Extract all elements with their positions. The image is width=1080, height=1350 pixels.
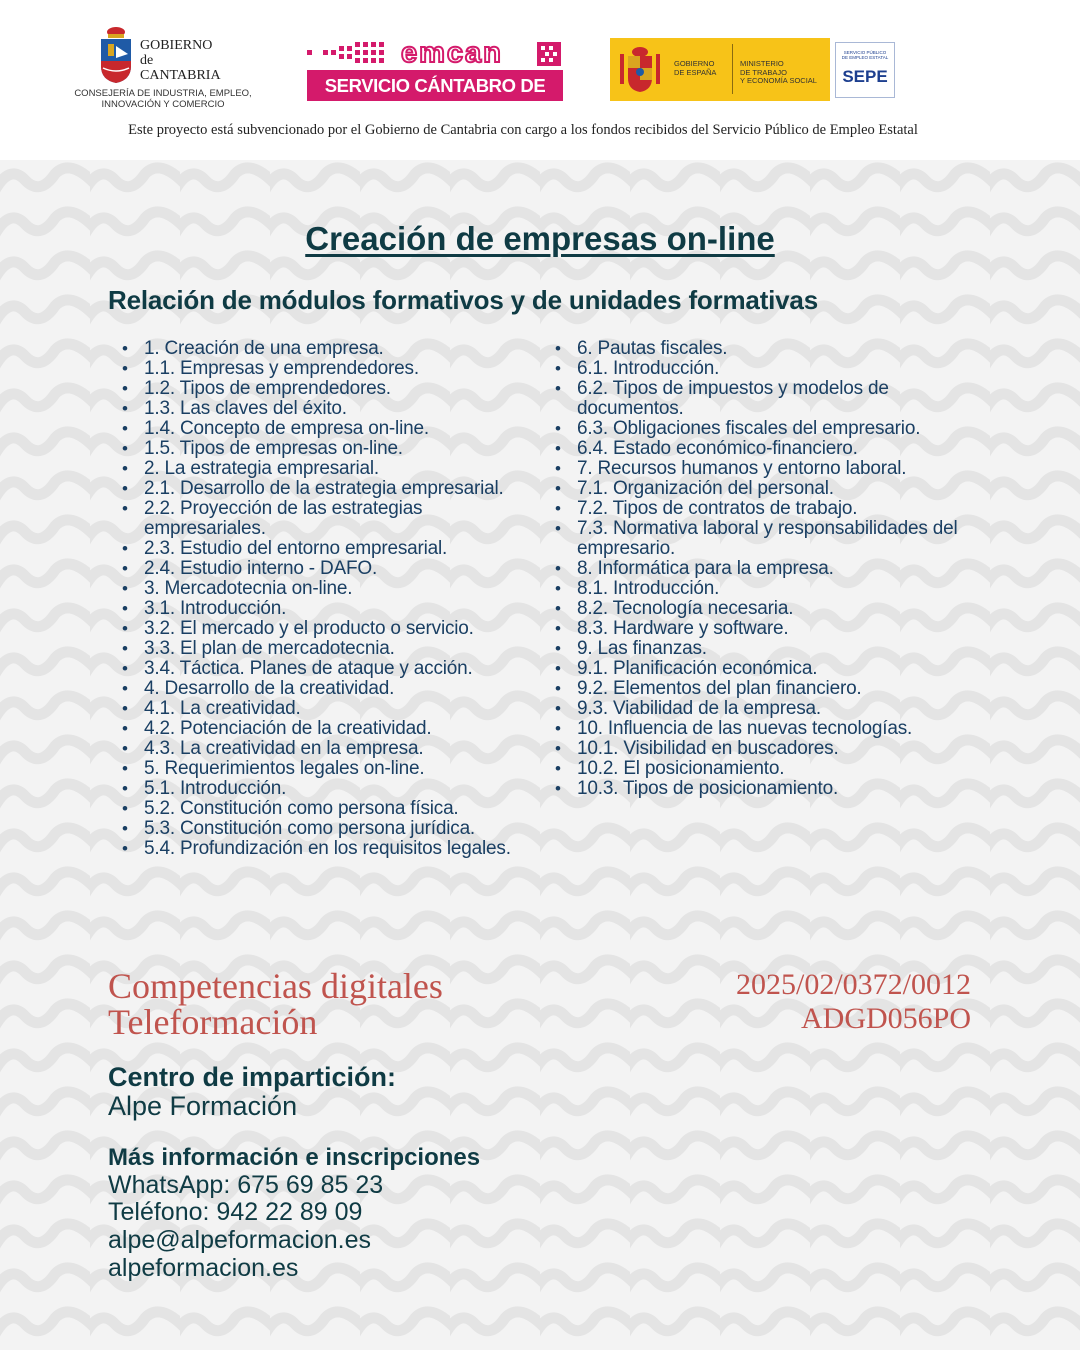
centre-name: Alpe Formación: [108, 1091, 298, 1121]
whatsapp-line: WhatsApp: 675 69 85 23: [108, 1171, 384, 1199]
module-item: • 5.1. Introducción.: [122, 779, 522, 799]
sepe-line: SERVICIO PÚBLICO: [843, 50, 887, 55]
module-item: • 1. Creación de una empresa.: [122, 339, 522, 359]
sepe-subtitle: [838, 50, 892, 60]
module-item: • 9.3. Viabilidad de la empresa.: [555, 699, 975, 719]
module-item: • 2. La estrategia empresarial.: [122, 459, 522, 479]
course-category: Competencias digitales: [108, 966, 443, 1006]
cantabria-logo-line: CANTABRIA: [140, 68, 221, 83]
gobierno-espana-logo: [610, 38, 830, 101]
module-item: • 9. Las finanzas.: [555, 639, 975, 659]
centre-heading: Centro de impartición:: [108, 1062, 397, 1092]
module-item: • 7.1. Organización del personal.: [555, 479, 975, 499]
module-item: • 10.2. El posicionamiento.: [555, 759, 975, 779]
module-item: • 9.2. Elementos del plan financiero.: [555, 679, 975, 699]
module-item: • 1.1. Empresas y emprendedores.: [122, 359, 522, 379]
module-item: • 1.4. Concepto de empresa on-line.: [122, 419, 522, 439]
course-code: ADGD056PO: [800, 1002, 971, 1035]
ministerio-text: [740, 60, 817, 86]
cantabria-logo-line: GOBIERNO: [140, 38, 213, 53]
module-item: • 6.2. Tipos de impuestos y modelos de documentos.: [555, 379, 975, 419]
sepe-acronym: SEPE: [842, 67, 888, 86]
module-item: • 1.3. Las claves del éxito.: [122, 399, 522, 419]
cantabria-logo-line: de: [140, 53, 154, 68]
website-link[interactable]: alpeformacion.es: [108, 1254, 299, 1282]
modules-list-left: [122, 339, 522, 859]
module-item: • 10. Influencia de las nuevas tecnologías.: [555, 719, 975, 739]
phone-line: Teléfono: 942 22 89 09: [108, 1198, 363, 1226]
module-item: • 10.3. Tipos de posicionamiento.: [555, 779, 975, 799]
course-category-block: [108, 968, 443, 1040]
module-item: • 2.3. Estudio del entorno empresarial.: [122, 539, 522, 559]
expedient-code: 2025/02/0372/0012: [735, 968, 971, 1001]
module-item: • 3.1. Introducción.: [122, 599, 522, 619]
module-item: • 4. Desarrollo de la creatividad.: [122, 679, 522, 699]
module-item: • 3.3. El plan de mercadotecnia.: [122, 639, 522, 659]
course-title: Creación de empresas on-line: [305, 220, 775, 257]
module-item: • 3. Mercadotecnia on-line.: [122, 579, 522, 599]
modules-subtitle: Relación de módulos formativos y de unidades formativas: [108, 285, 818, 315]
module-item: • 8.2. Tecnología necesaria.: [555, 599, 975, 619]
module-item: • 5.4. Profundización en los requisitos legales.: [122, 839, 522, 859]
consejeria-line: CONSEJERÍA DE INDUSTRIA, EMPLEO,: [74, 88, 252, 99]
modules-list-right: [555, 339, 975, 799]
gobierno-espana-text: [674, 60, 716, 77]
module-item: • 8.1. Introducción.: [555, 579, 975, 599]
module-item: • 2.4. Estudio interno - DAFO.: [122, 559, 522, 579]
logo-divider: [732, 44, 733, 94]
module-item: • 7.2. Tipos de contratos de trabajo.: [555, 499, 975, 519]
spain-coat-of-arms-icon: [618, 44, 662, 94]
ministerio-line: DE TRABAJO: [740, 67, 787, 77]
emcan-logo: [305, 37, 563, 127]
module-item: • 4.1. La creatividad.: [122, 699, 522, 719]
consejeria-line: INNOVACIÓN Y COMERCIO: [101, 99, 225, 110]
module-item: • 5. Requerimientos legales on-line.: [122, 759, 522, 779]
module-item: • 6.3. Obligaciones fiscales del empresario.: [555, 419, 975, 439]
emcan-band-text: SERVICIO CÁNTABRO DE EMPLEO: [307, 70, 563, 101]
sepe-line: DE EMPLEO ESTATAL: [841, 55, 889, 60]
module-item: • 8.3. Hardware y software.: [555, 619, 975, 639]
ministerio-line: MINISTERIO: [740, 59, 784, 68]
module-item: • 7.3. Normativa laboral y responsabilidades del empresario.: [555, 519, 975, 559]
header: [0, 0, 1080, 160]
module-item: • 5.3. Constitución como persona jurídica.: [122, 819, 522, 839]
cantabria-logo-text: [140, 38, 221, 83]
module-item: • 4.2. Potenciación de la creatividad.: [122, 719, 522, 739]
gobierno-cantabria-logo: [68, 20, 258, 114]
module-item: • 6. Pautas fiscales.: [555, 339, 975, 359]
sepe-logo: [835, 42, 895, 98]
consejeria-text: [68, 88, 258, 110]
module-item: • 2.2. Proyección de las estrategias empresariales.: [122, 499, 522, 539]
module-item: • 5.2. Constitución como persona física.: [122, 799, 522, 819]
course-poster: [0, 160, 1080, 1350]
subsidy-note: Este proyecto está subvencionado por el Gobierno de Cantabria con cargo a los fondos recibidos del Servicio Público de Empleo Estatal: [128, 122, 918, 138]
gov-line: GOBIERNO: [674, 59, 715, 68]
module-item: • 10.1. Visibilidad en buscadores.: [555, 739, 975, 759]
module-item: • 3.4. Táctica. Planes de ataque y acción.: [122, 659, 522, 679]
emcan-wordmark: emcan: [401, 37, 503, 69]
module-item: • 9.1. Planificación económica.: [555, 659, 975, 679]
contact-heading: Más información e inscripciones: [108, 1144, 481, 1171]
module-item: • 6.4. Estado económico-financiero.: [555, 439, 975, 459]
module-item: • 3.2. El mercado y el producto o servicio.: [122, 619, 522, 639]
gov-line: DE ESPAÑA: [674, 67, 717, 77]
module-item: • 1.2. Tipos de emprendedores.: [122, 379, 522, 399]
module-item: • 4.3. La creatividad en la empresa.: [122, 739, 522, 759]
module-item: • 8. Informática para la empresa.: [555, 559, 975, 579]
ministerio-line: Y ECONOMÍA SOCIAL: [740, 76, 817, 85]
course-codes: [736, 968, 971, 1036]
module-item: • 1.5. Tipos de empresas on-line.: [122, 439, 522, 459]
email-link[interactable]: alpe@alpeformacion.es: [108, 1226, 372, 1254]
cantabria-crest-icon: [98, 26, 134, 84]
module-item: • 6.1. Introducción.: [555, 359, 975, 379]
module-item: • 2.1. Desarrollo de la estrategia empresarial.: [122, 479, 522, 499]
module-item: • 7. Recursos humanos y entorno laboral.: [555, 459, 975, 479]
course-modality: Teleformación: [108, 1002, 318, 1042]
